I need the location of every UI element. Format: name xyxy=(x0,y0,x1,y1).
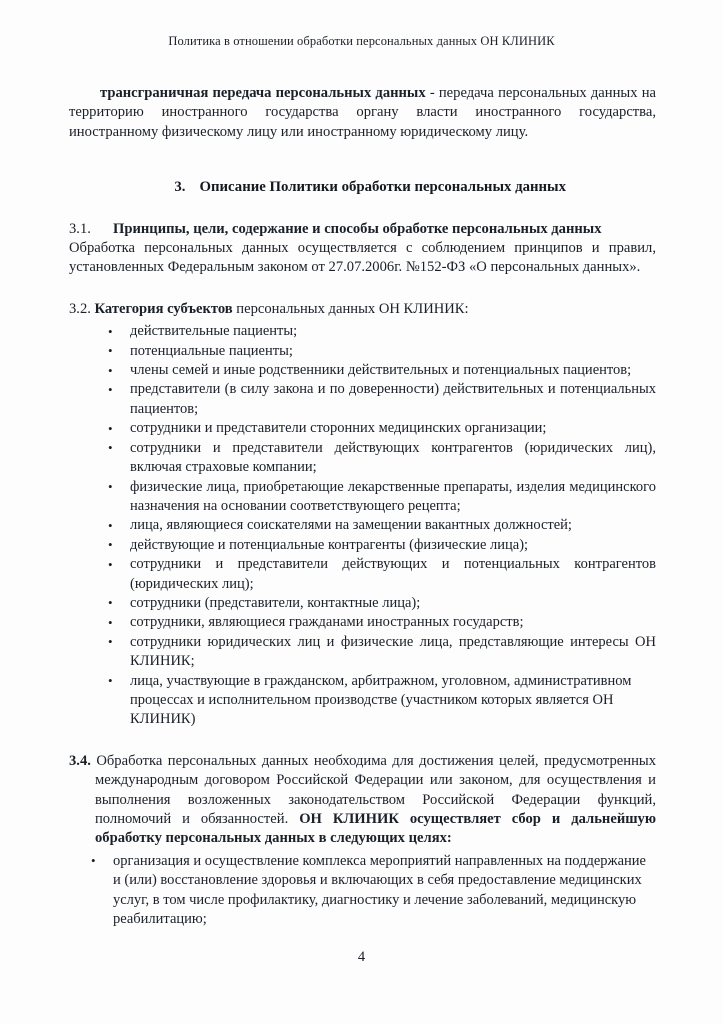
list-item: • члены семей и иные родственники действительных и потенциальных пациентов; xyxy=(69,361,656,380)
list-item: • лица, являющиеся соискателями на замещении вакантных должностей; xyxy=(69,516,656,535)
list-item: • физические лица, приобретающие лекарственные препараты, изделия медицинского назначения на основании соответствующего рецепта; xyxy=(69,478,656,517)
clause-3-4-body-bold: ОН КЛИНИК осуществляет сбор и дальнейшую обработку персональных данных в следующих целях: xyxy=(95,811,656,847)
spacer xyxy=(69,730,656,752)
list-item: • сотрудники и представители действующих контрагентов (юридических лиц), включая страховые компании; xyxy=(69,439,656,478)
document-body xyxy=(69,84,656,929)
clause-3-2-bold-term: Категория субъектов xyxy=(94,300,233,317)
list-item: • сотрудники (представители, контактные лица); xyxy=(69,594,656,613)
intro-paragraph xyxy=(69,84,656,142)
list-item: • лица, участвующие в гражданском, арбитражном, уголовном, административном процессах и исполнительном производстве (участником которых является ОН КЛИНИК) xyxy=(69,672,656,730)
clause-3-4-paragraph xyxy=(69,752,656,849)
page-running-header: Политика в отношении обработки персональных данных ОН КЛИНИК xyxy=(168,34,555,48)
clause-3-1-body: Обработка персональных данных осуществляется с соблюдением принципов и правил, установленных Федеральным законом от 27.07.2006г. №152-ФЗ «О персональных данных». xyxy=(69,240,656,276)
section-3-heading xyxy=(69,178,656,197)
clause-3-2-heading xyxy=(69,300,656,319)
list-item: • сотрудники, являющиеся гражданами иностранных государств; xyxy=(69,613,656,632)
spacer xyxy=(69,142,656,178)
spacer xyxy=(69,198,656,220)
clause-3-1-number: 3.1. xyxy=(69,220,91,237)
list-item: • сотрудники и представители сторонних медицинских организации; xyxy=(69,419,656,438)
clause-3-1-title: Принципы, цели, содержание и способы обработке персональных данных xyxy=(113,220,602,237)
list-item: • действующие и потенциальные контрагенты (физические лица); xyxy=(69,536,656,555)
section-3-title: Описание Политики обработки персональных данных xyxy=(199,179,566,196)
list-item: • сотрудники юридических лиц и физические лица, представляющие интересы ОН КЛИНИК; xyxy=(69,633,656,672)
list-item: • действительные пациенты; xyxy=(69,322,656,341)
clause-3-4-list xyxy=(69,852,656,930)
list-item: • сотрудники и представители действующих и потенциальных контрагентов (юридических лиц); xyxy=(69,555,656,594)
clause-3-2-list xyxy=(69,322,656,730)
list-item: • представители (в силу закона и по доверенности) действительных и потенциальных пациентов; xyxy=(69,380,656,419)
intro-paragraph-rest: - передача персональных данных на территорию иностранного государства органу власти иностранного государства, иностранному физическому лицу или иностранному юридическому лицу. xyxy=(69,85,656,140)
page-number: 4 xyxy=(357,949,366,965)
clause-3-4-body-regular: Обработка персональных данных необходима для достижения целей, предусмотренных международным договором Российской Федерации или законом, для осуществления и выполнения возложенных законодательством Российской Федерации функций, полномочий и обязанностей. xyxy=(90,752,656,827)
spacer xyxy=(69,278,656,300)
section-3-number: 3. xyxy=(174,179,186,196)
clause-3-2-number: 3.2. xyxy=(69,300,91,317)
clause-3-1-title-line xyxy=(69,220,656,239)
list-item: • организация и осуществление комплекса мероприятий направленных на поддержание и (или) восстановление здоровья и включающих в себя предоставление медицинских услуг, в том числе профилактику, диагностику и лечение заболеваний, медицинскую реабилитацию; xyxy=(69,852,656,930)
list-item: • потенциальные пациенты; xyxy=(69,342,656,361)
intro-bold-term: трансграничная передача персональных данных xyxy=(100,85,426,101)
clause-3-2-rest: персональных данных ОН КЛИНИК: xyxy=(232,300,469,317)
clause-3-4-number: 3.4. xyxy=(69,752,91,769)
